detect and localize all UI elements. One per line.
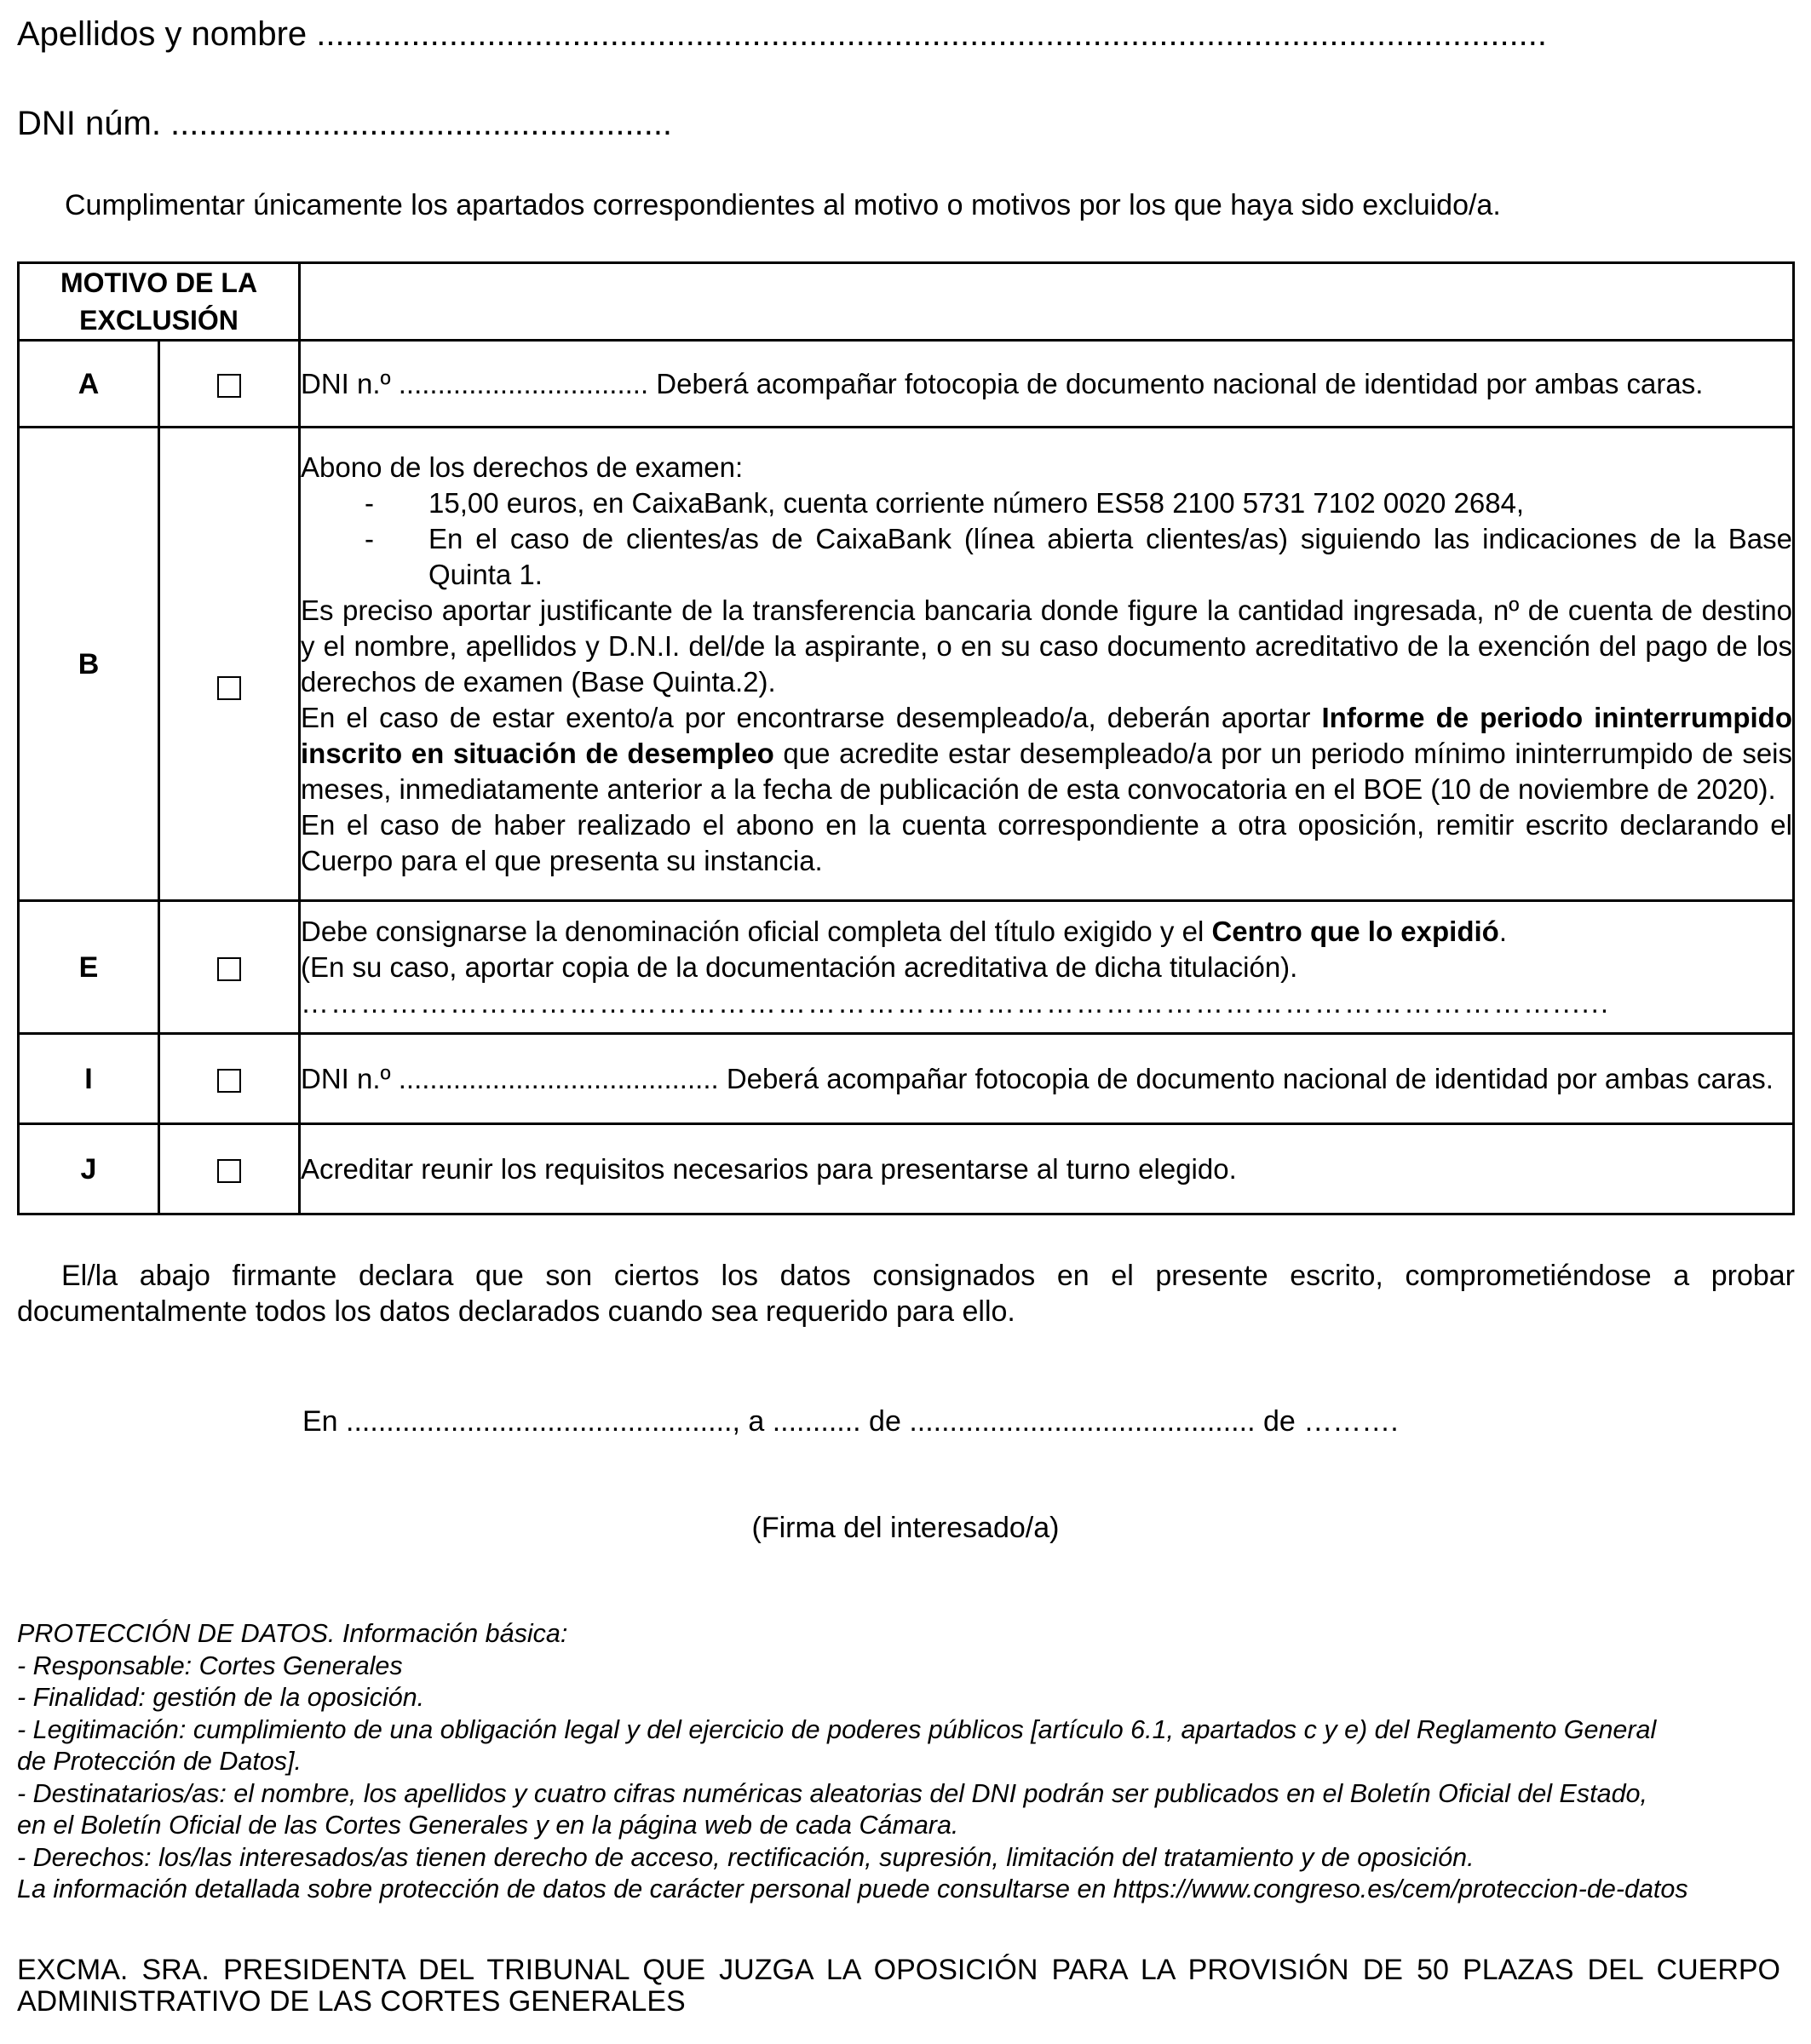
row-b-paragraph-2-end: que acredite estar desempleado/a por un periodo mínimo ininterrumpido de seis meses, inmediatamente anterior a la fecha de publicación de esta convocatoria en el BOE (10 de noviembre de 2020). (301, 737, 1793, 805)
row-b-letter: B (19, 428, 159, 901)
row-e-letter: E (19, 901, 159, 1034)
row-j-checkbox-cell (159, 1124, 300, 1214)
exclusion-reasons-table (17, 261, 1795, 1215)
dash-marker: - (365, 486, 374, 519)
row-b-checkbox-cell (159, 428, 300, 901)
privacy-line: - Derechos: los/las interesados/as tienen derecho de acceso, rectificación, supresión, limitación del tratamiento y de oposición. (17, 1842, 1475, 1872)
row-b-item-2 (301, 521, 1792, 593)
row-b-description (300, 428, 1794, 901)
addressee-line: EXCMA. SRA. PRESIDENTA DEL TRIBUNAL QUE JUZGA LA OPOSICIÓN PARA LA PROVISIÓN DE 50 PLAZAS DEL CUERPO ADMINISTRATIVO DE LAS CORTES GENERALES (17, 1954, 1780, 2018)
row-e-description (300, 901, 1794, 1034)
row-i-checkbox-cell (159, 1034, 300, 1124)
motivo-header: MOTIVO DE LA EXCLUSIÓN (19, 263, 300, 341)
privacy-line: de Protección de Datos]. (17, 1747, 302, 1776)
declaration-body: El/la abajo firmante declara que son ciertos los datos consignados en el presente escrito, comprometiéndose a probar documentalmente todos los datos declarados cuando sea requerido para ello. (17, 1260, 1795, 1328)
row-b-item-1-text: 15,00 euros, en CaixaBank, cuenta corriente número ES58 2100 5731 7102 0020 2684, (428, 486, 1525, 519)
signature-caption: (Firma del interesado/a) (751, 1512, 1060, 1544)
privacy-title: PROTECCIÓN DE DATOS. Información básica: (17, 1619, 568, 1648)
privacy-line: - Legitimación: cumplimiento de una obligación legal y del ejercicio de poderes públicos [artículo 6.1, apartados c y e) del Reglamento General (17, 1714, 1657, 1744)
row-b-checkbox[interactable] (217, 676, 241, 700)
row-b-paragraph-1: Es preciso aportar justificante de la transferencia bancaria donde figure la cantidad ingresada, nº de cuenta de destino y el nombre, apellidos y D.N.I. del/de la aspirante, o en su caso documento acreditativo de la exención del pago de los derechos de examen (Base Quinta.2). (301, 594, 1792, 698)
row-b-paragraph-2-bold: Informe de periodo ininterrumpido inscrito en situación de desempleo (301, 701, 1793, 769)
dash-marker: - (365, 522, 374, 554)
declaration-text (17, 1258, 1795, 1329)
row-e-line-1-end: . (1498, 915, 1507, 947)
table-header-row (19, 263, 1794, 341)
dni-field-line[interactable]: DNI núm. ..................................................... (17, 105, 673, 142)
row-e-checkbox-cell (159, 901, 300, 1034)
privacy-line: - Finalidad: gestión de la oposición. (17, 1683, 425, 1712)
row-j-description: Acreditar reunir los requisitos necesarios para presentarse al turno elegido. (300, 1124, 1794, 1214)
row-e-line-1 (301, 914, 1792, 950)
instructions-text: Cumplimentar únicamente los apartados correspondientes al motivo o motivos por los que haya sido excluido/a. (65, 189, 1501, 221)
row-a-letter: A (19, 341, 159, 428)
row-i (19, 1034, 1794, 1124)
row-b-item-1 (301, 485, 1792, 521)
row-i-letter: I (19, 1034, 159, 1124)
row-j (19, 1124, 1794, 1214)
header-empty-cell (300, 263, 1794, 341)
row-e-fill-line[interactable]: ………………………………………………………………………………………………………………...... (301, 986, 1611, 1019)
row-j-checkbox[interactable] (217, 1159, 241, 1183)
row-e-line-1-start: Debe consignarse la denominación oficial completa del título exigido y el (301, 915, 1212, 947)
row-b-paragraph-2-start: En el caso de estar exento/a por encontrarse desempleado/a, deberán aportar (301, 701, 1322, 733)
row-e-checkbox[interactable] (217, 957, 241, 981)
row-j-letter: J (19, 1124, 159, 1214)
name-field-line[interactable]: Apellidos y nombre .................................................................................................................................. (17, 15, 1548, 53)
data-protection-notice (17, 1618, 1797, 1906)
row-a-checkbox-cell (159, 341, 300, 428)
privacy-line: La información detallada sobre protección de datos de carácter personal puede consultarse en https://www.congreso.es/cem/proteccion-de-datos (17, 1875, 1688, 1903)
row-e-line-2: (En su caso, aportar copia de la documentación acreditativa de dicha titulación). (301, 950, 1298, 983)
row-b-paragraph-2 (301, 700, 1792, 807)
row-e (19, 901, 1794, 1034)
row-b-intro: Abono de los derechos de examen: (301, 451, 744, 483)
row-i-checkbox[interactable] (217, 1069, 241, 1093)
privacy-line: - Destinatarios/as: el nombre, los apellidos y cuatro cifras numéricas aleatorias del DNI podrán ser publicados en el Boletín Oficial del Estado, (17, 1778, 1647, 1808)
row-b-paragraph-3: En el caso de haber realizado el abono en la cuenta correspondiente a otra oposición, remitir escrito declarando el Cuerpo para el que presenta su instancia. (301, 808, 1792, 876)
privacy-line: en el Boletín Oficial de las Cortes Generales y en la página web de cada Cámara. (17, 1811, 959, 1840)
place-date-line[interactable]: En ................................................, a ........... de ........................................... de ………. (302, 1405, 1399, 1438)
row-b (19, 428, 1794, 901)
row-a-checkbox[interactable] (217, 374, 241, 398)
row-i-description: DNI n.º ......................................... Deberá acompañar fotocopia de documento nacional de identidad por ambas caras. (300, 1034, 1794, 1124)
privacy-line: - Responsable: Cortes Generales (17, 1651, 403, 1680)
row-a (19, 341, 1794, 428)
row-b-item-2-text: En el caso de clientes/as de CaixaBank (línea abierta clientes/as) siguiendo las indicaciones de la Base Quinta 1. (428, 522, 1792, 590)
row-a-description: DNI n.º ................................ Deberá acompañar fotocopia de documento nacional de identidad por ambas caras. (300, 341, 1794, 428)
row-e-line-1-bold: Centro que lo expidió (1211, 915, 1499, 947)
